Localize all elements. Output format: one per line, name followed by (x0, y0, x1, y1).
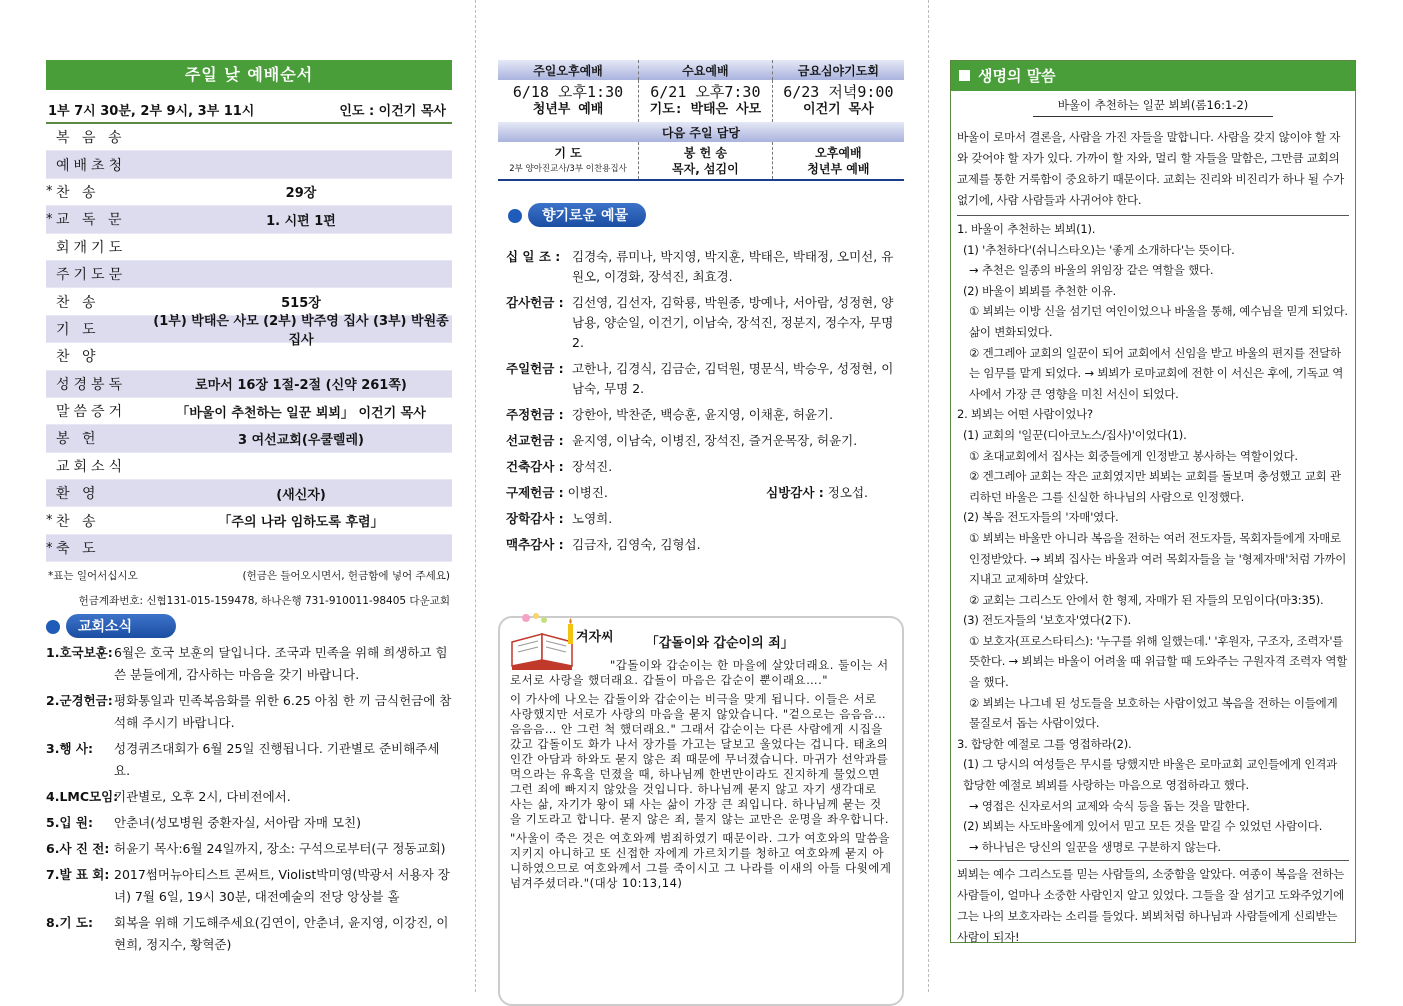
sermon-line: 3. 합당한 예절로 그를 영접하라(2). (957, 736, 1132, 751)
news-label: 3.행 사: (46, 741, 93, 757)
sermon-line: (2) 뵈뵈는 사도바울에게 있어서 믿고 모든 것을 맡길 수 있었던 사람이다. (963, 819, 1323, 834)
sermon-line: (1) 그 당시의 여성들은 무시를 당했지만 바울은 로마교회 교인들에게 인격과 합당한 예절로 뵈뵈를 사랑하는 마음으로 영접하라고 했다. (963, 757, 1338, 793)
offering-note: (헌금은 들어오시면서, 헌금함에 넣어 주세요) (242, 570, 450, 583)
offering-title: 향기로운 예물 (528, 203, 646, 227)
news-text: 6월은 호국 보훈의 달입니다. 조국과 민족을 위해 희생하고 힘쓴 분들에게, 감사하는 마음을 갖기 바랍니다. (114, 645, 448, 683)
sermon-line: (2) 복음 전도자들의 '자매'였다. (963, 510, 1119, 525)
order-item-name: 찬 송 (56, 184, 100, 201)
offering-row (506, 359, 904, 399)
news-item (46, 690, 452, 734)
mustard-label: 겨자씨 (576, 630, 614, 645)
divider (957, 860, 1349, 861)
fold-line (928, 0, 929, 992)
order-row (46, 480, 452, 507)
mustard-title: 「갑돌이와 갑순이의 죄」 (645, 636, 794, 651)
order-row (46, 453, 452, 480)
news-item (46, 642, 452, 686)
news-item (46, 812, 452, 834)
schedule-time: 6/21 오후7:30 (650, 83, 761, 101)
order-item-name: 찬 송 (56, 294, 100, 311)
offering-label: 장학감사 : (506, 511, 564, 526)
sermon-line: (3) 전도자들의 '보호자'였다(2下). (963, 613, 1132, 628)
order-item-value: 515장 (281, 296, 321, 312)
order-row (46, 261, 452, 288)
order-row (46, 206, 452, 233)
offering-row (506, 457, 904, 477)
offering-label: 십 일 조 : (506, 249, 561, 264)
news-list (46, 642, 452, 956)
mustard-quote: "사울이 죽은 것은 여호와께 범죄하였기 때문이라. 그가 여호와의 말씀을 지키지 아니하고 또 신접한 자에게 가르치기를 청하고 여호와께 묻지 아니하였으므로 여호와께서 그를 죽이시고 그 나라를 이새의 아들 다윗에게 넘겨주셨더라."(대상 10:13,14) (510, 831, 892, 890)
news-text: 허윤기 목사:6월 24일까지, 장소: 구석으로부터(구 정동교회) (114, 841, 446, 857)
news-text: 회복을 위해 기도해주세요(김연이, 안춘녀, 윤지영, 이강진, 이현희, 정지수, 황혁준) (114, 915, 449, 953)
duty-value: 목자, 섬김이 (672, 161, 739, 176)
sermon-line: ② 뵈뵈는 나그네 된 성도들을 보호하는 사람이었고 복음을 전하는 이들에게 물질로서 돕는 사람이었다. (969, 695, 1338, 731)
order-row (46, 398, 452, 425)
offering-header (508, 203, 904, 227)
order-item-value: 1. 시편 1편 (266, 213, 336, 229)
sermon-line: (1) 교회의 '일꾼(디아코노스/집사)'이었다(1). (963, 427, 1187, 442)
order-item-value: 「주의 나라 임하도록 후렴」 (218, 515, 384, 531)
news-text: 성경퀴즈대회가 6월 25일 진행됩니다. 기관별로 준비해주세요. (114, 741, 440, 779)
bullet-icon (46, 620, 60, 634)
offering-list (498, 247, 904, 477)
sermon-outro: 뵈뵈는 예수 그리스도를 믿는 사람들의, 소중함을 알았다. 여종이 복음을 전하는 사람들이, 얼마나 소중한 사람인지 알고 있었다. 그들을 잘 섬기고 도와주었기에 그는 나의 보호자라는 소리를 들었다. 뵈뵈처럼 하나님과 사람들에게 신뢰받는 사람이 되자! (957, 867, 1345, 945)
news-text: 평화통일과 민족복음화를 위한 6.25 아침 한 끼 금식헌금에 참석해 주시기 바랍니다. (114, 693, 452, 731)
worship-order-list (46, 124, 452, 562)
schedule-time: 6/18 오후1:30 (512, 83, 624, 101)
schedule-sub: 이건기 목사 (803, 102, 874, 117)
duty-cell (639, 142, 773, 180)
offering-names: 김선영, 김선자, 김학룡, 박원종, 방예나, 서아람, 성정현, 양남용, 양순일, 이건기, 이남숙, 장석진, 정분지, 정수자, 무명 2. (572, 295, 894, 350)
fold-line (475, 0, 476, 992)
order-item-name: 교 독 문 (56, 212, 126, 229)
news-label: 7.발 표 회: (46, 867, 110, 883)
sermon-line: ① 뵈뵈는 바울만 아니라 복음을 전하는 여러 전도자들, 목회자들에게 자매로 인정받았다. → 뵈뵈 집사는 바울과 여러 목회자들을 늘 '형제자매'처럼 가까이 지내고 교제하며 살았다. (969, 530, 1347, 587)
news-text: 안춘녀(성모병원 중환자실, 서아람 자매 모친) (114, 815, 361, 831)
schedule-time: 6/23 저녁9:00 (783, 83, 894, 101)
square-icon (959, 70, 970, 81)
sermon-line: → 영접은 신자로서의 교제와 숙식 등을 돕는 것을 말한다. (969, 798, 1250, 813)
order-item-name: 회개기도 (56, 239, 127, 256)
sermon-intro: 바울이 로마서 결론을, 사람을 가진 자들을 말합니다. 사람을 갖지 않이야 할 자와 갖어야 할 자가 있다. 가까이 할 자와, 멀리 할 자들을 말함은, 그만큼 교회의 교제를 통한 거룩함이 중요하기 때문이다. 교회는 진리와 비진리가 하나 될 수가 없기에, 사람 사람들과 사귀어야 한다. (957, 130, 1345, 207)
offering-row (506, 293, 904, 353)
sermon-title: 생명의 말씀 (978, 67, 1056, 85)
sermon-line: ① 뵈뵈는 이방 신을 섬기던 여인이었으나 바울을 통해, 예수님을 믿게 되었다. 삶이 변화되었다. (969, 304, 1348, 339)
service-leader: 인도 : 이건기 목사 (339, 104, 446, 119)
offering-row (506, 535, 904, 555)
order-item-value: 「바울이 추천하는 일꾼 뵈뵈」 이건기 목사 (176, 405, 426, 421)
sermon-line: 2. 뵈뵈는 어떤 사람이었나? (957, 407, 1093, 422)
offering-names: 김경숙, 류미나, 박지영, 박지훈, 박태은, 박태정, 오미선, 유원오, 이경화, 장석진, 최효경. (572, 249, 894, 284)
news-title: 교회소식 (66, 614, 176, 638)
order-item-name: 찬 양 (56, 349, 100, 366)
sermon-line: ① 보호자(프로스타티스): '누구를 위해 일했는데.' '후원자, 구조자, 조력자'를 뜻한다. → 뵈뵈는 바울이 어려울 때 위급할 때 도와주는 구원자격 조력자 역할을 했다. (969, 633, 1348, 690)
order-item-name: 말씀증거 (56, 404, 127, 421)
offering-label: 건축감사 : (506, 459, 564, 474)
order-row (46, 234, 452, 261)
offering-label: 심방감사 : (766, 485, 824, 500)
news-text: 2017썸머뉴아티스트 콘써트, Violist박미영(박광서 서용자 장녀) 7월 6일, 19시 30분, 대전예술의 전당 앙상블 홀 (114, 867, 450, 905)
order-item-value: 로마서 16장 1절-2절 (신약 261쪽) (195, 378, 407, 394)
stand-mark: * (46, 211, 53, 227)
sermon-line: ② 겐그레아 교회는 작은 교회였지만 뵈뵈는 교회를 돌보며 충성했고 교회 관리하던 바울은 그를 신실한 하나님의 사람으로 인정했다. (969, 469, 1341, 504)
schedule-cell (639, 80, 773, 122)
schedule-head: 주일오후예배 (498, 60, 639, 80)
sermon-line: ② 교회는 그리스도 안에서 한 형제, 자매가 된 자들의 모임이다(마3:35). (969, 592, 1324, 607)
news-item (46, 912, 452, 956)
news-text: 기관별로, 오후 2시, 다비전에서. (114, 789, 291, 805)
stand-mark: * (46, 540, 53, 556)
sermon-panel (950, 60, 1356, 943)
news-label: 5.입 원: (46, 815, 93, 831)
offering-list-2 (498, 509, 904, 555)
mustard-seed-box (498, 616, 904, 1006)
order-item-value: 3 여선교회(우쿨렐레) (238, 432, 364, 448)
offering-names: 장석진. (572, 459, 613, 474)
divider (957, 215, 1349, 216)
order-row (46, 371, 452, 398)
order-row (46, 151, 452, 178)
offering-row (506, 405, 904, 425)
worship-order-panel (46, 60, 452, 960)
order-item-name: 교회소식 (56, 458, 127, 475)
news-label: 1.호국보훈: (46, 645, 113, 661)
news-item (46, 738, 452, 782)
order-row (46, 124, 452, 151)
news-label: 6.사 진 전: (46, 841, 110, 857)
sermon-line: ② 겐그레아 교회의 일꾼이 되어 교회에서 신임을 받고 바울의 편지를 전달하는 임무를 맡게 되었다. → 뵈뵈가 로마교회에 전한 이 서신은 후에, 기독교 역사에서 가장 큰 영향을 미친 서신이 되었다. (969, 345, 1344, 401)
order-row (46, 425, 452, 452)
offering-row (506, 247, 904, 287)
order-item-name: 복 음 송 (56, 130, 126, 147)
offering-label: 주일헌금 : (506, 361, 564, 376)
bullet-icon (508, 209, 522, 223)
offering-row (506, 509, 904, 529)
offering-pair-row (506, 483, 904, 503)
offering-names: 정오섭. (827, 485, 868, 500)
sermon-line: → 하나님은 당신의 일꾼을 생명로 구분하지 않는다. (969, 839, 1221, 854)
offering-label: 맥추감사 : (506, 537, 564, 552)
schedule-sub: 청년부 예배 (532, 102, 604, 117)
offering-names: 김금자, 김영숙, 김형섭. (572, 537, 701, 552)
news-item (46, 864, 452, 908)
order-row (46, 313, 452, 348)
offering-label: 선교헌금 : (506, 433, 564, 448)
offering-names: 고한나, 김경식, 김금순, 김덕원, 명문식, 박승우, 성정현, 이남숙, 무명 2. (572, 361, 894, 396)
schedule-table (498, 60, 904, 181)
duty-cell (498, 142, 639, 180)
news-label: 2.군경헌금: (46, 693, 113, 709)
service-times: 1부 7시 30분, 2부 9시, 3부 11시 (48, 104, 255, 119)
news-item (46, 786, 452, 808)
order-item-value: (1부) 박태은 사모 (2부) 박주영 집사 (3부) 박원종 집사 (153, 313, 449, 348)
order-item-name: 기 도 (56, 321, 100, 338)
duty-value: 청년부 예배 (807, 161, 870, 176)
duty-head: 봉 헌 송 (683, 145, 727, 160)
news-label: 4.LMC모임: (46, 789, 119, 805)
offering-names: 이병진. (567, 485, 608, 500)
worship-order-title: 주일 낮 예배순서 (46, 60, 452, 90)
stand-mark: * (46, 513, 53, 529)
duty-head: 기 도 (554, 145, 582, 160)
middle-panel (498, 60, 904, 890)
duty-head: 오후예배 (815, 145, 862, 160)
order-item-name: 성경봉독 (56, 376, 127, 393)
mustard-poem: "갑돌이와 갑순이는 한 마을에 살았더래요. 둘이는 서로서로 사랑을 했더래요. 갑돌이 마음은 갑순이 뿐이래요…." (510, 658, 889, 687)
sermon-header (951, 61, 1355, 91)
offering-row (506, 431, 904, 451)
schedule-sub: 기도: 박태은 사모 (649, 102, 762, 117)
offering-label: 감사헌금 : (506, 295, 564, 310)
order-item-name: 축 도 (56, 541, 100, 558)
news-label: 8.기 도: (46, 915, 93, 931)
service-times-row (46, 90, 452, 124)
schedule-cell (498, 80, 639, 122)
schedule-head: 금요심야기도회 (772, 60, 904, 80)
mustard-body: 이 가사에 나오는 갑돌이와 갑순이는 비극을 맞게 됩니다. 이들은 서로 사랑했지만 서로가 사랑의 마음을 묻지 않았습니다. "겉으로는 음음음… 음음음… 안 그런 척 했더래요." 그래서 갑순이는 다른 사람에게 시집을 갔고 갑돌이도 화가 나서 장가를 가고는 달보고 울었다는 겁니다. 태초의 인간 아담과 하와도 묻지 않은 죄 때문에 무너졌습니다. 마귀가 선악과를 먹으라는 유혹을 던졌을 때, 하나님께 한번만이라도 진지하게 물었으면 그런 죄에 빠지지 않았을 것입니다. 하나님께 묻지 않고 자기 생각대로 사는 삶, 자기가 왕이 돼 사는 삶이 가장 큰 죄입니다. 하나님께 묻는 것을 기도라고 합니다. 묻지 않은 죄, 물지 않는 교만은 운명을 좌우합니다. (510, 692, 890, 826)
bank-account: 헌금계좌번호: 신협131-015-159478, 하나은행 731-910011-98405 다운교회 (78, 595, 450, 608)
duty-cell (772, 142, 904, 180)
offering-names: 노영희. (572, 511, 613, 526)
order-row (46, 179, 452, 206)
sermon-body (951, 127, 1355, 948)
sermon-line: (2) 바울이 뵈뵈를 추천한 이유. (963, 283, 1116, 298)
sermon-points (957, 219, 1349, 857)
duty-value: 2부 양아진교사/3부 이찬용집사 (509, 163, 627, 174)
offering-label: 주정헌금 : (506, 407, 564, 422)
order-note (46, 562, 452, 583)
open-book-icon (508, 610, 580, 672)
order-row (46, 507, 452, 534)
sermon-subtitle: 바울이 추천하는 일꾼 뵈뵈(롬16:1-2) (1033, 97, 1273, 117)
schedule-head: 수요예배 (639, 60, 773, 80)
order-item-value: (새신자) (276, 487, 326, 503)
sermon-line: 1. 바울이 추천하는 뵈뵈(1). (957, 222, 1096, 236)
order-item-name: 주기도문 (56, 267, 127, 284)
sermon-line: (1) '추천하다'(쉬니스타오)는 '좋게 소개하다'는 뜻이다. (963, 242, 1235, 257)
sermon-line: → 추천은 일종의 바울의 위임장 같은 역할을 했다. (969, 263, 1214, 278)
stand-note: *표는 일어서십시오 (48, 570, 138, 583)
schedule-cell (772, 80, 904, 122)
order-item-name: 봉 헌 (56, 431, 100, 448)
offering-names: 윤지영, 이남숙, 이병진, 장석진, 즐거운목장, 허윤기. (572, 433, 858, 448)
order-item-value: 29장 (285, 186, 317, 202)
sermon-line: ① 초대교회에서 집사는 회중들에게 인정받고 봉사하는 역할이었다. (969, 448, 1298, 463)
order-item-name: 예배초청 (56, 157, 127, 174)
news-item (46, 838, 452, 860)
order-row (46, 535, 452, 562)
offering-names: 강한아, 박찬준, 백승훈, 윤지영, 이채훈, 허윤기. (572, 407, 834, 422)
news-header (46, 614, 452, 638)
stand-mark: * (46, 184, 53, 200)
order-item-name: 찬 송 (56, 513, 100, 530)
next-duty-title: 다음 주일 담당 (498, 122, 904, 142)
order-item-name: 환 영 (56, 486, 100, 503)
offering-label: 구제헌금 : (506, 485, 564, 500)
